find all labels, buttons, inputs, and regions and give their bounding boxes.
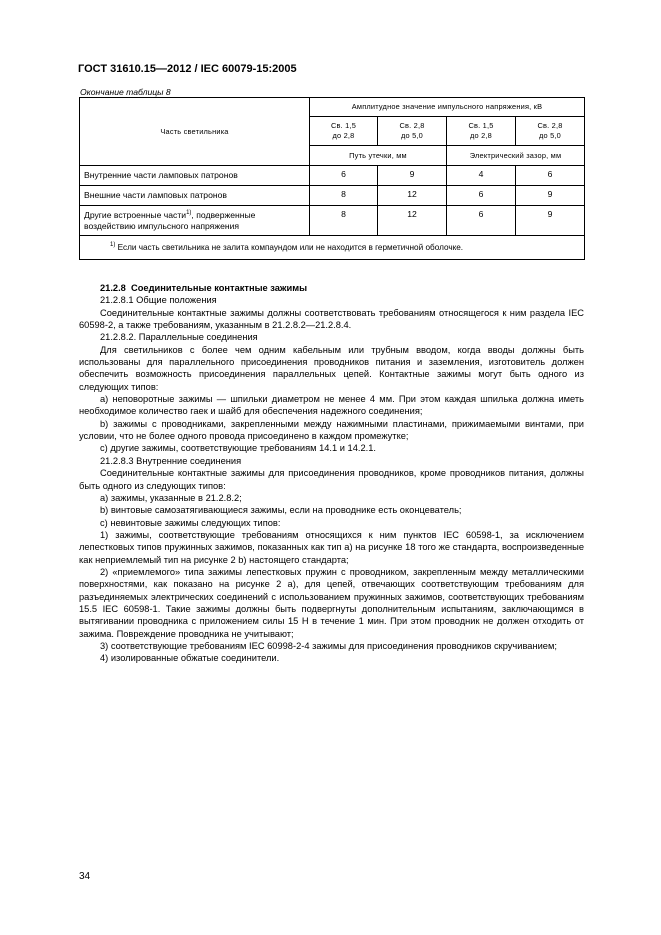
cell-value: 12 — [378, 186, 447, 206]
section-body — [79, 282, 584, 665]
paragraph: 21.2.8.2. Параллельные соединения — [100, 332, 258, 343]
subheader-clearance: Электрический зазор, мм — [447, 146, 585, 166]
paragraph: Соединительные контактные зажимы должны соответствовать требованиям относящегося к ним раздела IEC 60598-2, а также требованиям, указанным в 21.2.8.2—21.2.8.4. — [79, 307, 584, 331]
cell-value: 4 — [447, 166, 516, 186]
paragraph: 21.2.8.3 Внутренние соединения — [100, 455, 242, 466]
range-header: Св. 1,5 до 2,8 — [447, 117, 516, 146]
section-heading: 21.2.8 Соединительные контактные зажимы — [100, 283, 308, 293]
paragraph: c) невинтовые зажимы следующих типов: — [100, 517, 281, 528]
page-number: 34 — [79, 871, 91, 882]
subheader-creepage: Путь утечки, мм — [310, 146, 447, 166]
paragraph: Для светильников с более чем одним кабельным или трубным вводом, когда вводы должны быть использованы для параллельного присоединения проводников питания и заземления, изготовитель должен обеспечить возможность присоединения параллельных цепей. Контактные зажимы могут быть одного из следующих типов: — [79, 344, 584, 392]
range-header: Св. 1,5 до 2,8 — [310, 117, 378, 146]
paragraph: c) другие зажимы, соответствующие требованиям 14.1 и 14.2.1. — [100, 443, 376, 454]
table-row — [80, 206, 585, 236]
cell-value: 9 — [516, 206, 585, 236]
paragraph: 21.2.8.1 Общие положения — [100, 295, 217, 306]
paragraph: 2) «приемлемого» типа зажимы лепестковых пружин с проводником, закрепленным между металлическими поверхностями, как показано на рисунке 2 a), для цепей, отвечающих соответствующим требованиям для разъединяемых электрических соединений с использованием пружинных зажимов, соответствующих требованиям 15.5 IEC 60598-1. Такие зажимы должны быть подвергнуты дополнительным испытаниям, заключающимся в вытягивании проводника с приложением силы 15 Н в течение 1 мин. При этом проводник не должен отходить от зажима. Повреждение проводника не учитывают; — [79, 566, 584, 639]
table-row — [80, 166, 585, 186]
cell-value: 9 — [516, 186, 585, 206]
row-label: Другие встроенные части$^{1)}$, подверженные воздействию импульсного напряжения — [80, 206, 310, 236]
table-caption: Окончание таблицы 8 — [80, 87, 171, 97]
paragraph: 1) зажимы, соответствующие требованиям относящихся к ним пунктов IEC 60598-1, за исключением лепестковых типов пружинных зажимов, показанных как тип a) на рисунке 18 того же стандарта, воспроизведенные как неприемлемый тип на рисунке 2 b) настоящего стандарта; — [79, 529, 584, 565]
row-label: Внутренние части ламповых патронов — [80, 166, 310, 186]
range-header: Св. 2,8 до 5,0 — [378, 117, 447, 146]
paragraph: Соединительные контактные зажимы для присоединения проводников, кроме проводников питания, должны быть одного из следующих типов: — [79, 468, 584, 491]
range-header: Св. 2,8 до 5,0 — [516, 117, 585, 146]
paragraph: 3) соответствующие требованиям IEC 60998-2-4 зажимы для присоединения проводников скручиванием; — [100, 640, 557, 651]
document-header: ГОСТ 31610.15—2012 / IEC 60079-15:2005 — [78, 63, 297, 75]
clearance-table — [79, 97, 585, 260]
paragraph: b) винтовые самозатягивающиеся зажимы, если на проводнике есть оконцеватель; — [100, 505, 462, 516]
cell-value: 6 — [447, 186, 516, 206]
cell-value: 6 — [447, 206, 516, 236]
cell-value: 6 — [310, 166, 378, 186]
cell-value: 6 — [516, 166, 585, 186]
cell-value: 9 — [378, 166, 447, 186]
table-row — [80, 186, 585, 206]
paragraph: 4) изолированные обжатые соединители. — [100, 653, 280, 664]
cell-value: 12 — [378, 206, 447, 236]
table-footnote: $^{1)}$ Если часть светильника не залита компаундом или не находится в герметичной оболочке. — [80, 236, 585, 260]
paragraph: a) неповоротные зажимы — шпильки диаметром не менее 4 мм. При этом каждая шпилька должна иметь необходимое количество гаек и шайб для обеспечения надежного соединения; — [79, 394, 584, 417]
cell-value: 8 — [310, 186, 378, 206]
col-header-voltage: Амплитудное значение импульсного напряжения, кВ — [310, 98, 585, 117]
col-header-part: Часть светильника — [80, 98, 310, 166]
paragraph: b) зажимы с проводниками, закрепленными между нажимными пластинами, прижимаемыми винтами, при условии, что не более одного провода присоединено в каждом промежутке; — [79, 418, 584, 442]
cell-value: 8 — [310, 206, 378, 236]
paragraph: a) зажимы, указанные в 21.2.8.2; — [100, 492, 242, 503]
row-label: Внешние части ламповых патронов — [80, 186, 310, 206]
